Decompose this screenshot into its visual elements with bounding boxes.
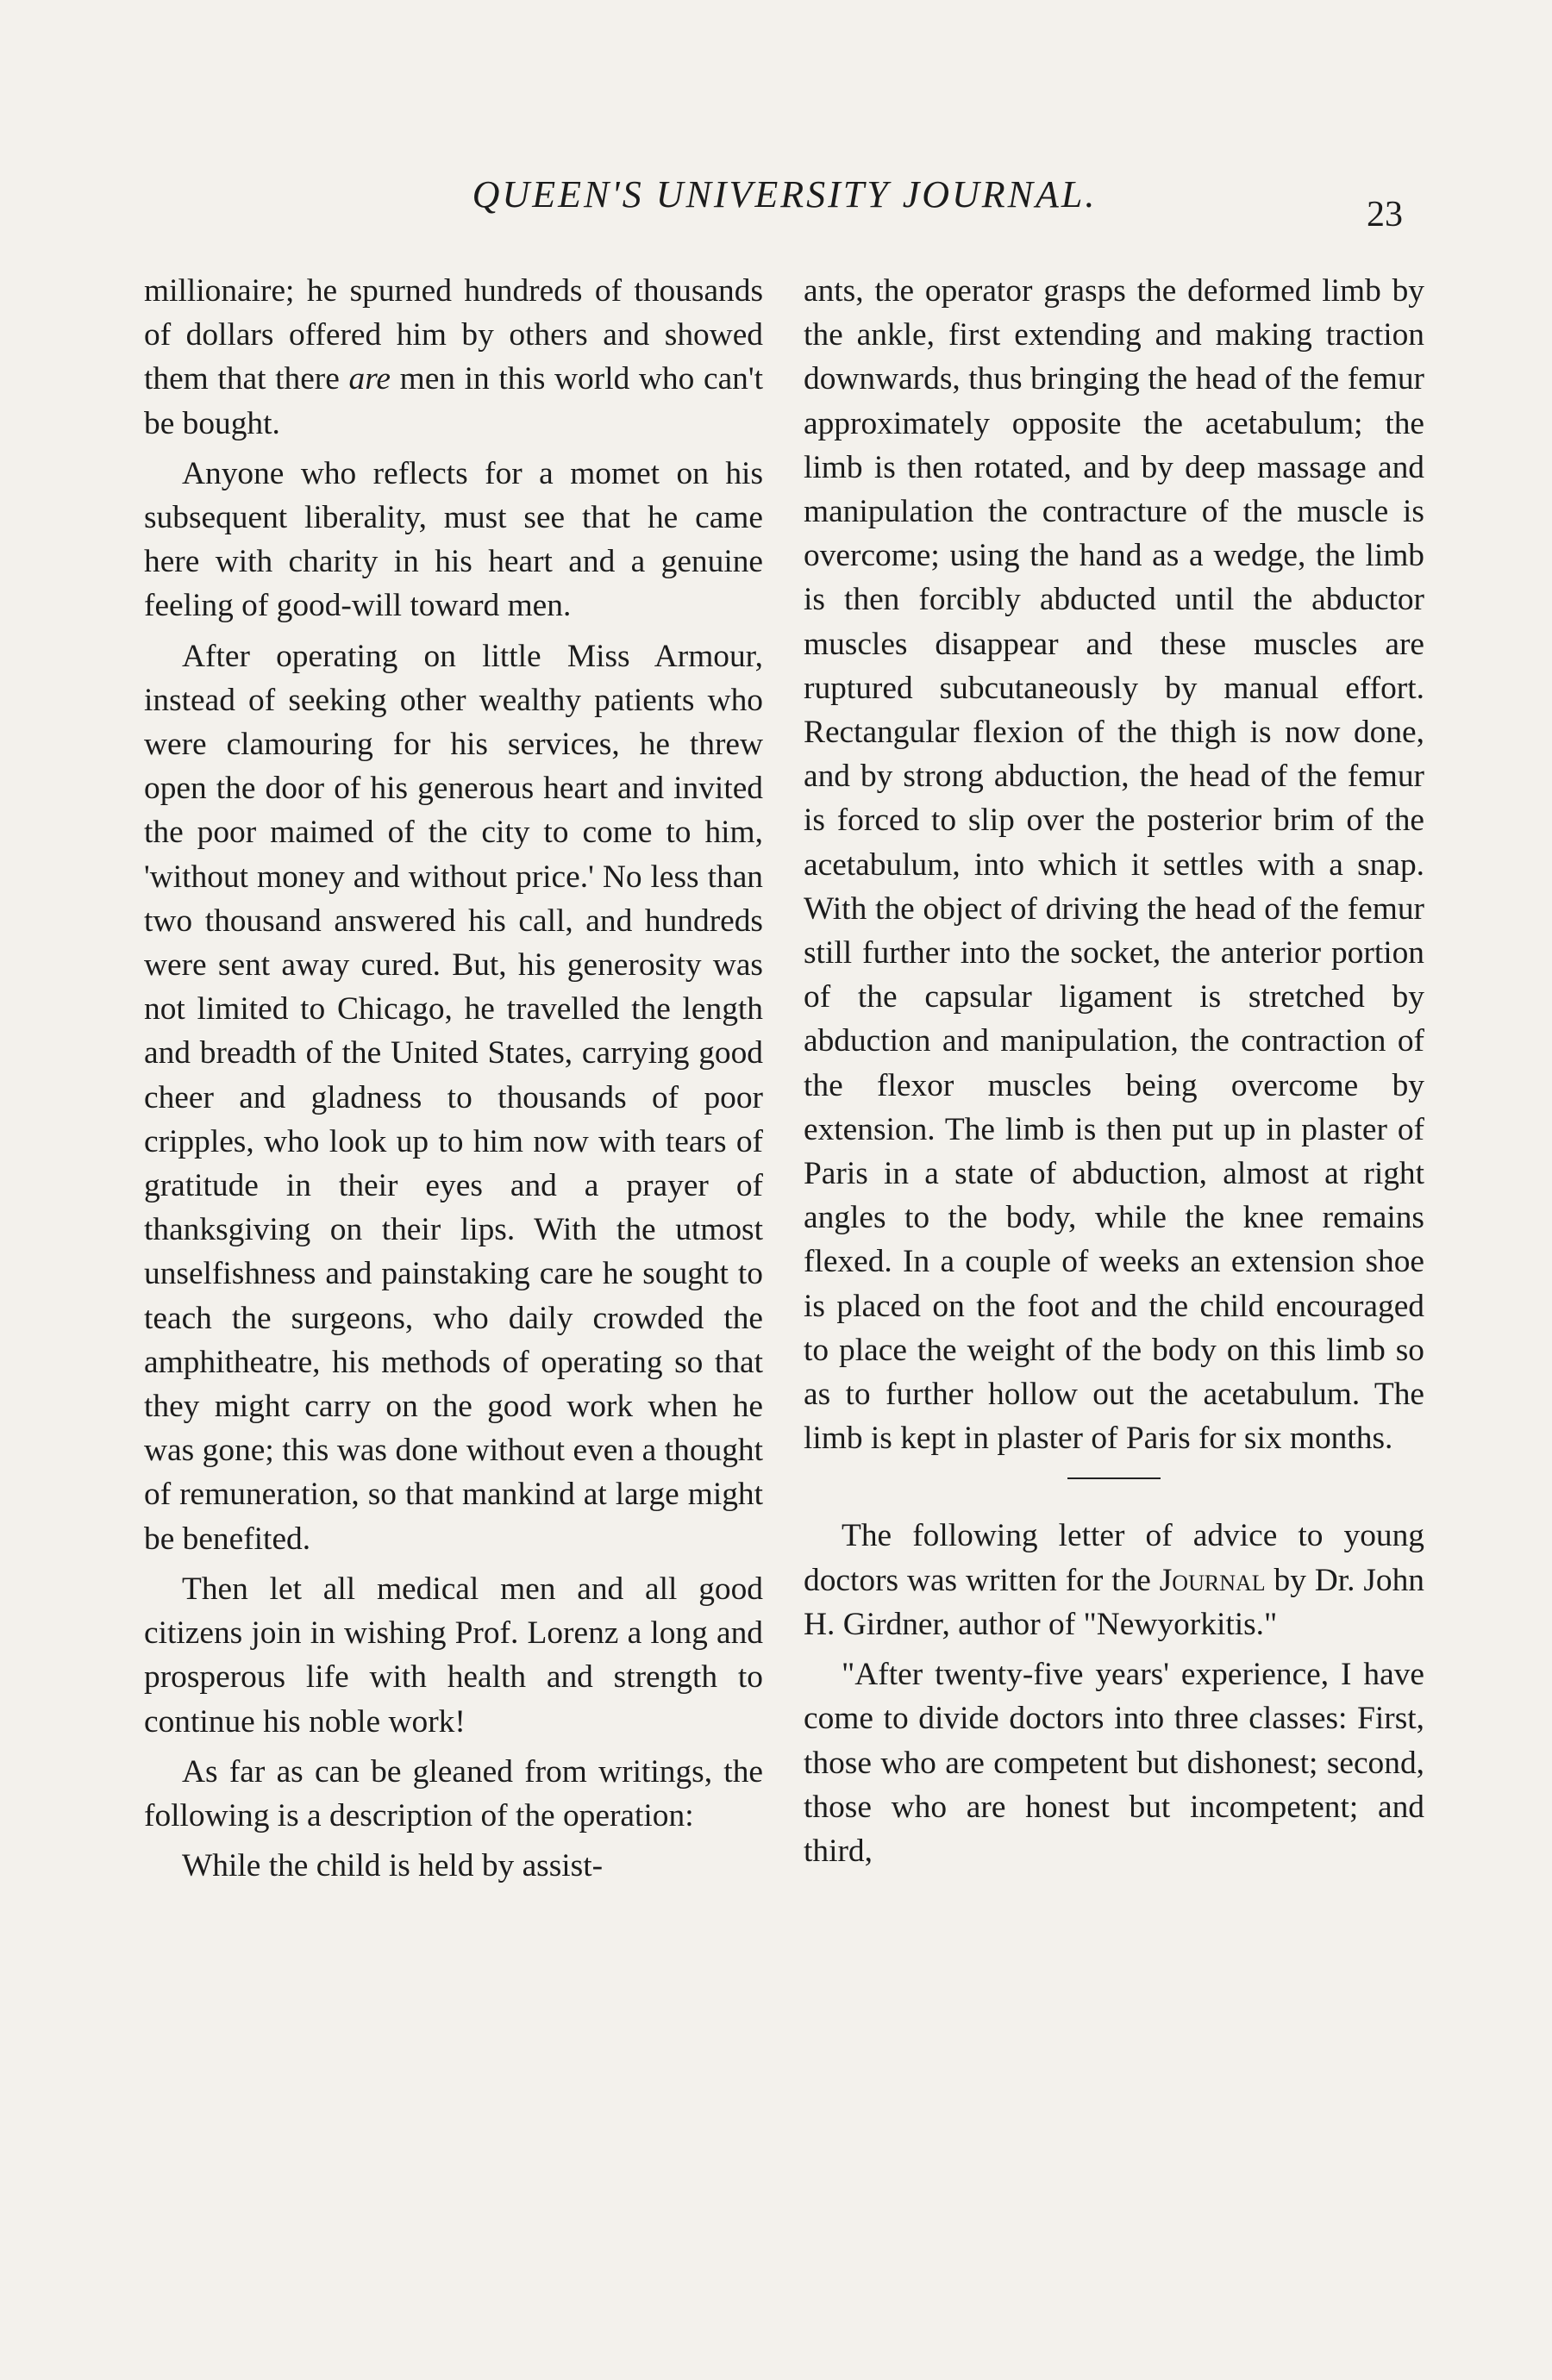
paragraph: While the child is held by assist- <box>182 1848 604 1884</box>
section-divider <box>1067 1477 1161 1479</box>
page-header-title: QUEEN'S UNIVERSITY JOURNAL. <box>472 173 1098 216</box>
paragraph: ants, the operator grasps the deformed limb by the ankle, first extending and making traction downwards, thus bringing the head of the femur approximately opposite the acetabulum; the limb is then rotated, and by deep massage and manipulation the contracture of the muscle is overcome; using the hand as a wedge, the limb is then forcibly abducted until the abductor muscles disappear and these muscles are ruptured subcutaneously by manual effort. Rectangular flexion of the thigh is now done, and by strong abduction, the head of the femur is forced to slip over the posterior brim of the acetabulum, into which it settles with a snap. With the object of driving the head of the femur still further into the socket, the anterior portion of the capsular ligament is stretched by abduction and manipulation, the contraction of the flexor muscles being overcome by extension. The limb is then put up in plaster of Paris in a state of abduction, almost at right angles to the body, while the knee remains flexed. In a couple of weeks an extension shoe is placed on the foot and the child encouraged to place the weight of the body on this limb so as to further hollow out the acetabulum. The limb is kept in plaster of Paris for six months. <box>804 273 1424 1457</box>
left-column <box>144 269 763 1888</box>
right-column <box>804 269 1424 1873</box>
paragraph-text: by Dr. John H. Girdner, author of "Newyorkitis." <box>804 1562 1425 1642</box>
paragraph: After operating on little Miss Armour, instead of seeking other wealthy patients who were clamouring for his services, he threw open the door of his generous heart and invited the poor maimed of the city to come to him, 'without money and without price.' No less than two thousand answered his call, and hundreds were sent away cured. But, his generosity was not limited to Chicago, he travelled the length and breadth of the United States, carrying good cheer and gladness to thousands of poor cripples, who look up to him now with tears of gratitude in their eyes and a prayer of thanksgiving on their lips. With the utmost unselfishness and painstaking care he sought to teach the surgeons, who daily crowded the amphitheatre, his methods of operating so that they might carry on the good work when he was gone; this was done without even a thought of remuneration, so that mankind at large might be benefited. <box>144 638 763 1557</box>
journal-name: Journal <box>1159 1562 1266 1598</box>
paragraph <box>144 269 763 446</box>
paragraph: Anyone who reflects for a momet on his subsequent liberality, must see that he came here with charity in his heart and a genuine feeling of good-will toward men. <box>144 455 763 624</box>
paragraph: Then let all medical men and all good citizens join in wishing Prof. Lorenz a long and prosperous life with health and strength to continue his noble work! <box>144 1571 763 1740</box>
paragraph-text: The following letter of advice to young doctors was written for the <box>804 1518 1424 1598</box>
page-number: 23 <box>1367 195 1403 234</box>
paragraph: "After twenty-five years' experience, I have come to divide doctors into three classes: First, those who are competent but dishonest; second, those who are honest but incompetent; and third, <box>804 1657 1424 1869</box>
paragraph: As far as can be gleaned from writings, the following is a description of the operation: <box>144 1753 763 1833</box>
emphasis-text: are <box>348 361 391 397</box>
paragraph-text: men in this world who can't be bought. <box>144 361 763 441</box>
paragraph-text: millionaire; he spurned hundreds of thousands of dollars offered him by others and showed them that there <box>144 273 763 397</box>
paragraph <box>804 1514 1424 1646</box>
